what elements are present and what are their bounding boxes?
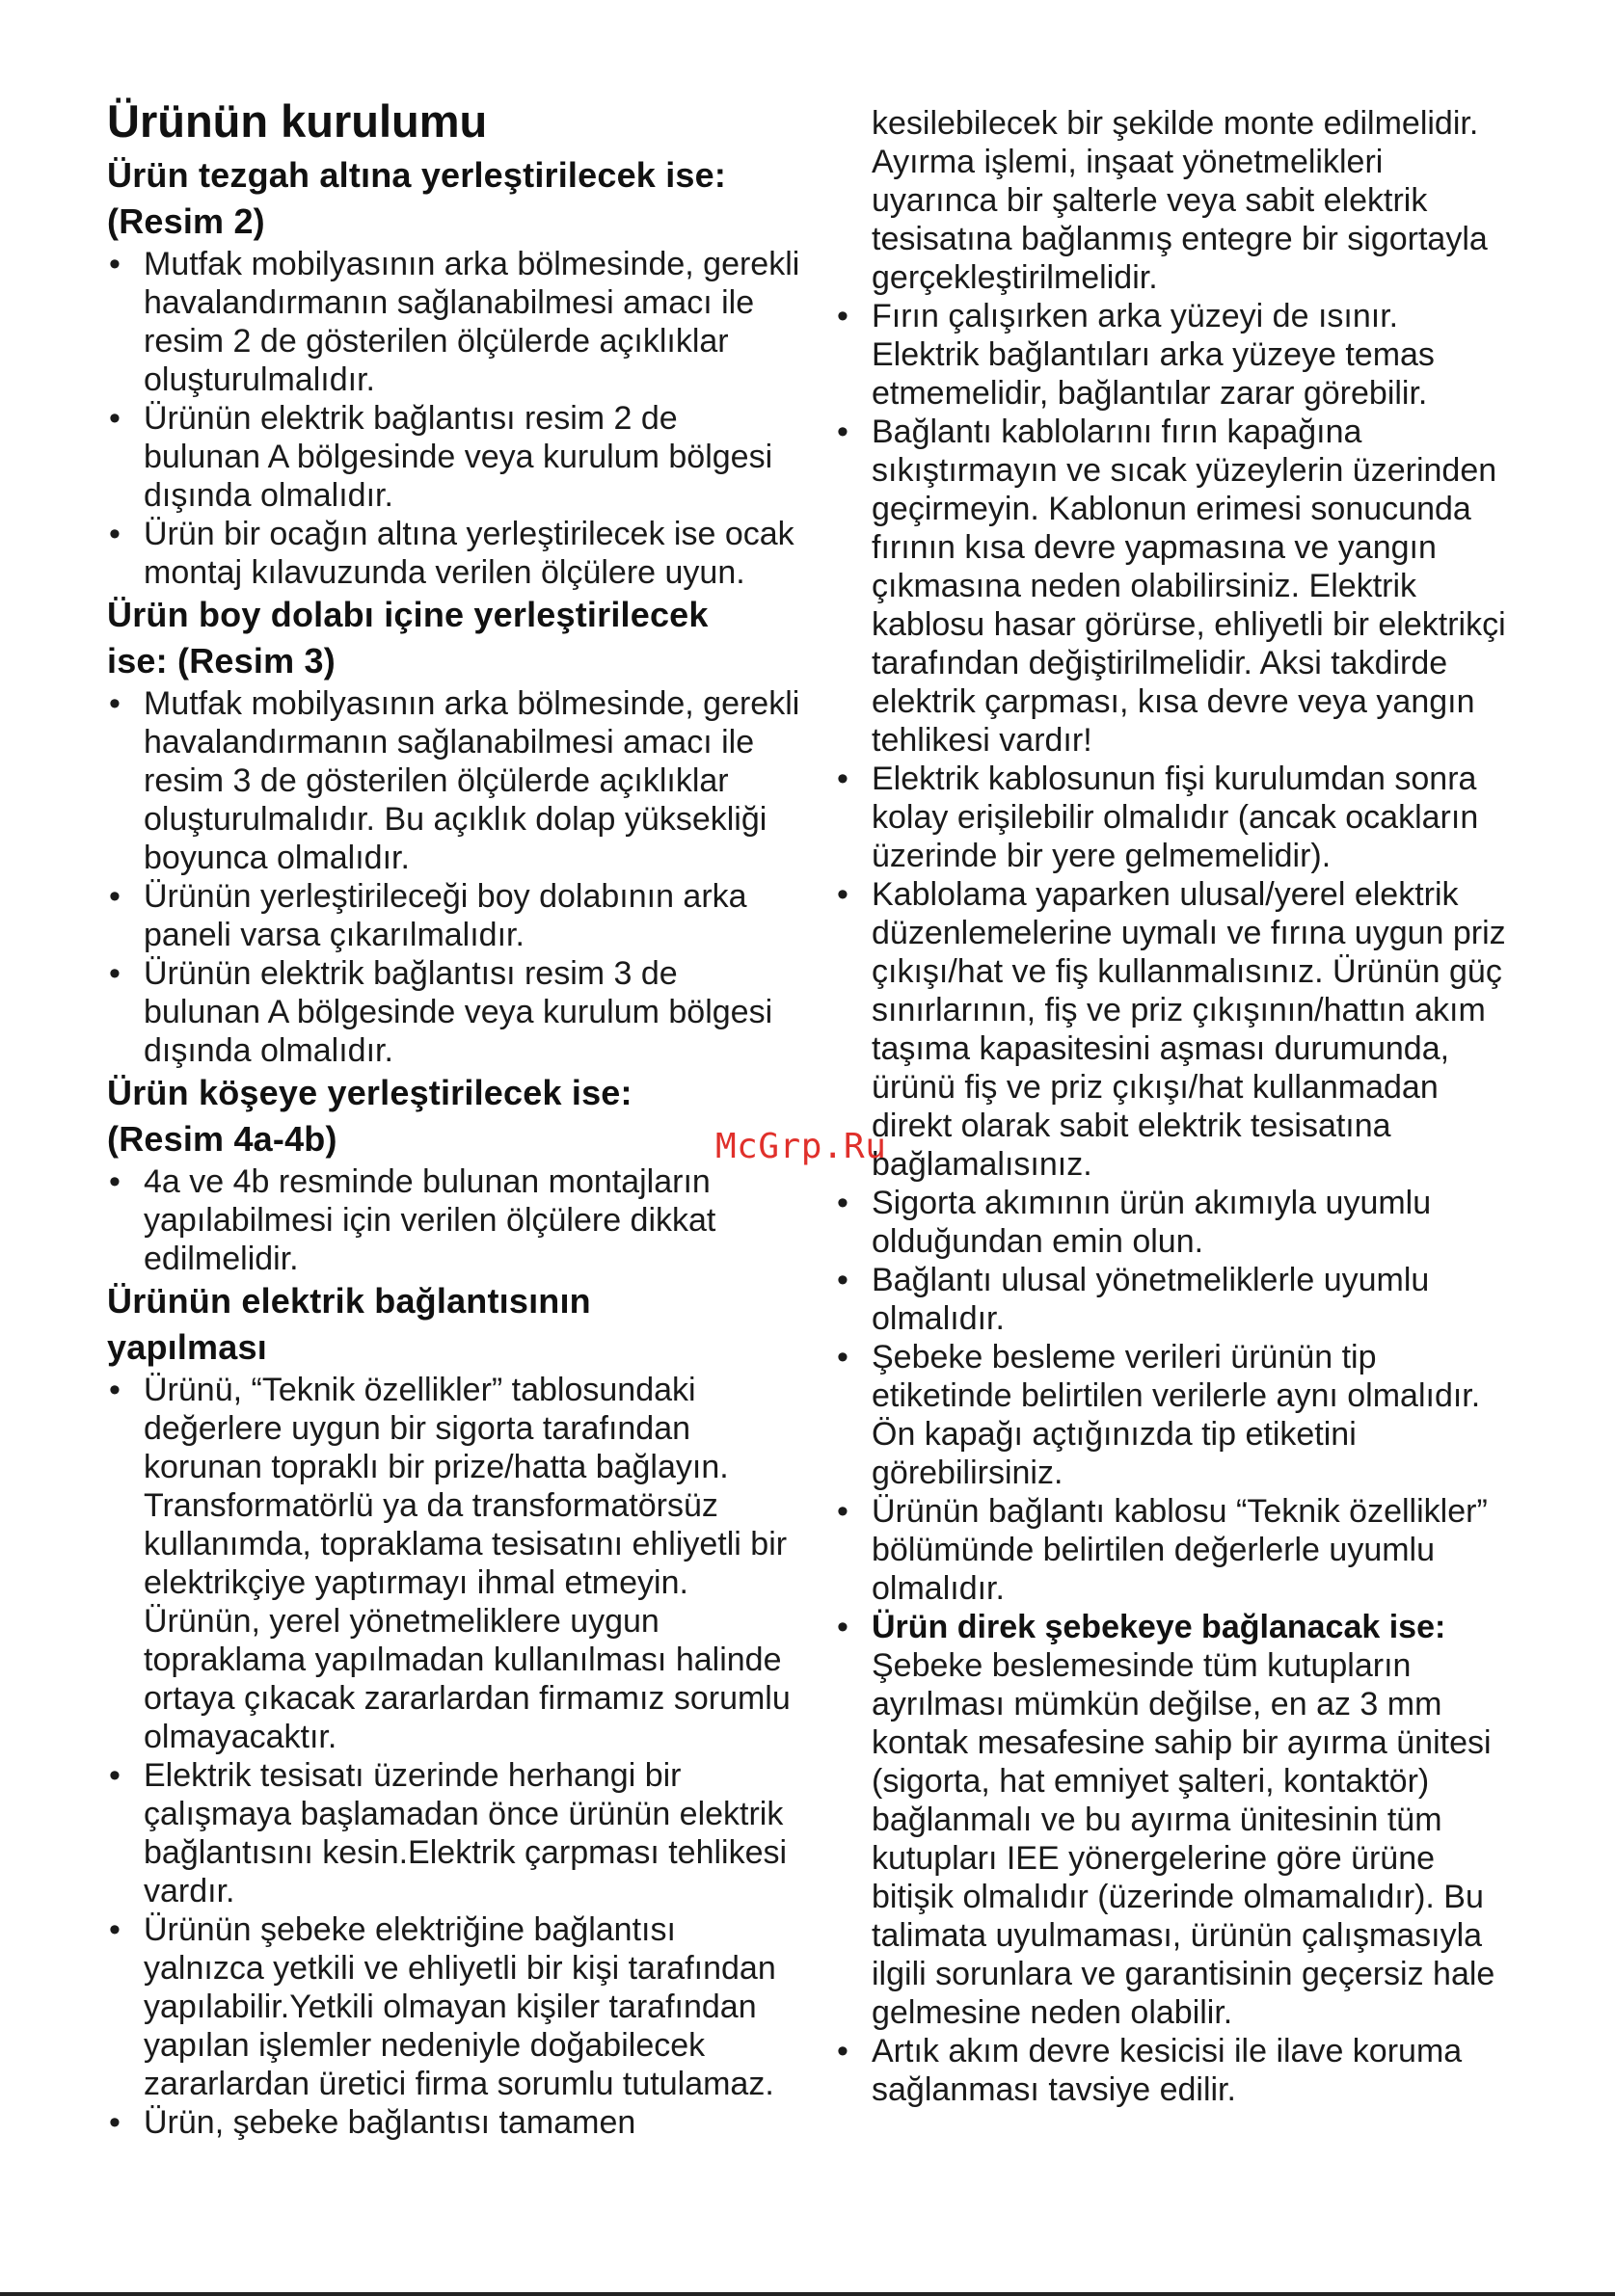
bullet-list bbox=[107, 1371, 801, 2142]
list-item bbox=[835, 1261, 1510, 1338]
bullet-icon: • bbox=[109, 1372, 121, 1408]
bullet-list bbox=[107, 684, 801, 1070]
bullet-icon: • bbox=[109, 1163, 121, 1200]
list-item-text: Bağlantı ulusal yönetmeliklerle uyumlu olmalıdır. bbox=[872, 1262, 1430, 1337]
list-item-text: Ürünün bağlantı kablosu “Teknik özellikler” bölümünde belirtilen değerlerle uyumlu olmalıdır. bbox=[872, 1493, 1488, 1607]
list-item-direct-connection bbox=[835, 1608, 1510, 2032]
list-item-text: Sigorta akımının ürün akımıyla uyumlu olduğundan emin olun. bbox=[872, 1185, 1432, 1260]
list-item bbox=[107, 954, 801, 1070]
section-heading-corner bbox=[107, 1070, 801, 1162]
heading-line: ise: (Resim 3) bbox=[107, 641, 336, 681]
list-item-text: Şebeke beslemesinde tüm kutupların ayrılması mümkün değilse, en az 3 mm kontak mesafesine sahip bir ayırma ünitesi (sigorta, hat emniyet şalteri, kontaktör) bağlanmalı ve bu ayırma ünitesinin tüm kutupları IEE yönergelerine göre ürüne bitişik olmalıdır (üzerinde olmamalıdır). Bu talimata uyulmaması, ürünün çalışmasıyla ilgili sorunlara ve garantisinin geçersiz hale gelmesine neden olabilir. bbox=[872, 1647, 1495, 2031]
bullet-icon: • bbox=[837, 1339, 848, 1375]
bullet-icon: • bbox=[837, 761, 848, 797]
list-item-text: Bağlantı kablolarını fırın kapağına sıkıştırmayın ve sıcak yüzeylerin üzerinden geçirmeyin. Kablonun erimesi sonucunda fırının kısa devre yapmasına ve yangın çıkmasına neden olabilirsiniz. Elektrik kablosu hasar görürse, ehliyetli bir elektrikçi tarafından değiştirilmelidir. Aksi takdirde elektrik çarpması, kısa devre veya yangın tehlikesi vardır! bbox=[872, 414, 1506, 759]
bullet-icon: • bbox=[837, 1262, 848, 1298]
bullet-icon: • bbox=[109, 516, 121, 552]
section-heading-tall-cabinet bbox=[107, 592, 801, 684]
bottom-divider bbox=[0, 2292, 1615, 2296]
list-item-text: Ürün bir ocağın altına yerleştirilecek ise ocak montaj kılavuzunda verilen ölçülere uyun. bbox=[144, 516, 794, 591]
bullet-icon: • bbox=[837, 1185, 848, 1221]
bullet-icon: • bbox=[109, 878, 121, 915]
list-item-text: Ürünün elektrik bağlantısı resim 3 de bulunan A bölgesinde veya kurulum bölgesi dışında olmalıdır. bbox=[144, 955, 773, 1069]
list-item-text: Ürün, şebeke bağlantısı tamamen bbox=[144, 2104, 636, 2141]
bullet-icon: • bbox=[837, 298, 848, 334]
section-heading-electrical bbox=[107, 1278, 801, 1371]
bullet-icon: • bbox=[109, 955, 121, 992]
left-column bbox=[107, 93, 801, 2142]
bullet-icon: • bbox=[837, 2033, 848, 2069]
bullet-icon: • bbox=[837, 414, 848, 450]
bullet-icon: • bbox=[109, 1911, 121, 1948]
list-item-text: Elektrik tesisatı üzerinde herhangi bir çalışmaya başlamadan önce ürünün elektrik bağlantısını kesin.Elektrik çarpması tehlikesi vardır. bbox=[144, 1757, 788, 1909]
heading-line: (Resim 2) bbox=[107, 201, 265, 241]
bullet-icon: • bbox=[109, 685, 121, 722]
heading-line: Ürün köşeye yerleştirilecek ise: bbox=[107, 1073, 633, 1112]
list-item bbox=[107, 1162, 801, 1278]
list-item bbox=[835, 1184, 1510, 1261]
list-item bbox=[107, 1910, 801, 2103]
list-item bbox=[107, 2103, 801, 2142]
list-item bbox=[835, 1338, 1510, 1492]
list-item-text: Ürünün elektrik bağlantısı resim 2 de bulunan A bölgesinde veya kurulum bölgesi dışında olmalıdır. bbox=[144, 400, 773, 514]
heading-line: Ürün tezgah altına yerleştirilecek ise: bbox=[107, 155, 727, 195]
bullet-list bbox=[107, 1162, 801, 1278]
list-item bbox=[107, 399, 801, 515]
heading-line: Ürünün elektrik bağlantısının bbox=[107, 1281, 591, 1321]
bullet-icon: • bbox=[837, 1493, 848, 1530]
list-item bbox=[107, 877, 801, 954]
bullet-icon: • bbox=[837, 1609, 848, 1645]
heading-line: yapılması bbox=[107, 1327, 267, 1367]
heading-line: Ürün boy dolabı içine yerleştirilecek bbox=[107, 595, 709, 634]
list-item bbox=[107, 684, 801, 877]
list-item bbox=[107, 1371, 801, 1756]
list-item bbox=[835, 760, 1510, 875]
bullet-list bbox=[107, 245, 801, 592]
right-column bbox=[835, 104, 1510, 2109]
list-item-text: Ürünü, “Teknik özellikler” tablosundaki değerlere uygun bir sigorta tarafından korunan topraklı bir prize/hatta bağlayın. Transformatörlü ya da transformatörsüz kullanımda, topraklama tesisatını ehliyetli bir elektrikçiye yaptırmayı ihmal etmeyin. Ürünün, yerel yönetmeliklere uygun topraklama yapılmadan kullanılması halinde ortaya çıkacak zararlardan firmamız sorumlu olmayacaktır. bbox=[144, 1372, 791, 1755]
bullet-icon: • bbox=[109, 1757, 121, 1794]
list-item-text: Elektrik kablosunun fişi kurulumdan sonra kolay erişilebilir olmalıdır (ancak ocakların üzerinde bir yere gelmemelidir). bbox=[872, 761, 1479, 874]
bullet-list bbox=[835, 297, 1510, 2109]
list-item-text: Artık akım devre kesicisi ile ilave koruma sağlanması tavsiye edilir. bbox=[872, 2033, 1463, 2108]
list-item bbox=[835, 413, 1510, 760]
bullet-icon: • bbox=[837, 876, 848, 913]
list-item-text: Mutfak mobilyasının arka bölmesinde, gerekli havalandırmanın sağlanabilmesi amacı ile resim 2 de gösterilen ölçülerde açıklıklar oluşturulmalıdır. bbox=[144, 246, 800, 398]
bullet-icon: • bbox=[109, 400, 121, 437]
list-item bbox=[835, 875, 1510, 1184]
list-item-text: Şebeke besleme verileri ürünün tip etiketinde belirtilen verilerle aynı olmalıdır. Ön kapağı açtığınızda tip etiketini görebilirsiniz. bbox=[872, 1339, 1481, 1491]
list-item bbox=[835, 2032, 1510, 2109]
list-item-text: Ürünün yerleştirileceği boy dolabının arka paneli varsa çıkarılmalıdır. bbox=[144, 878, 747, 953]
page-title: Ürünün kurulumu bbox=[107, 95, 488, 147]
list-item bbox=[107, 245, 801, 399]
continuation-text: kesilebilecek bir şekilde monte edilmelidir. Ayırma işlemi, inşaat yönetmelikleri uyarınca bir şalterle veya sabit elektrik tesisatına bağlanmış entegre bir sigortayla gerçekleştirilmelidir. bbox=[872, 105, 1488, 296]
heading-line: (Resim 4a-4b) bbox=[107, 1119, 337, 1159]
list-item-text: Mutfak mobilyasının arka bölmesinde, gerekli havalandırmanın sağlanabilmesi amacı ile resim 3 de gösterilen ölçülerde açıklıklar oluşturulmalıdır. Bu açıklık dolap yüksekliği boyunca olmalıdır. bbox=[144, 685, 800, 876]
list-item bbox=[835, 1492, 1510, 1608]
bullet-icon: • bbox=[109, 246, 121, 282]
list-item-text: 4a ve 4b resminde bulunan montajların yapılabilmesi için verilen ölçülere dikkat edilmelidir. bbox=[144, 1163, 716, 1277]
list-item-text: Kablolama yaparken ulusal/yerel elektrik düzenlemelerine uymalı ve fırına uygun priz çıkışı/hat ve fiş kullanmalısınız. Ürünün güç sınırlarının, fiş ve priz çıkışının/hattın akım taşıma kapasitesini aşması durumunda, ürünü fiş ve priz çıkışı/hat kullanmadan direkt olarak sabit elektrik tesisatına bağlamalısınız. bbox=[872, 876, 1506, 1183]
list-item bbox=[107, 515, 801, 592]
watermark-text: McGrp.Ru bbox=[715, 1127, 887, 1166]
bullet-icon: • bbox=[109, 2104, 121, 2141]
list-item-text: Ürünün şebeke elektriğine bağlantısı yalnızca yetkili ve ehliyetli bir kişi tarafından yapılabilir.Yetkili olmayan kişiler tarafından yapılan işlemler nedeniyle doğabilecek zararlardan üretici firma sorumlu tutulamaz. bbox=[144, 1911, 776, 2102]
list-item bbox=[835, 297, 1510, 413]
list-item bbox=[107, 1756, 801, 1910]
direct-connection-heading: Ürün direk şebekeye bağlanacak ise: bbox=[872, 1609, 1446, 1645]
section-heading-under-counter bbox=[107, 152, 801, 245]
list-item-text: Fırın çalışırken arka yüzeyi de ısınır. Elektrik bağlantıları arka yüzeye temas etmemelidir, bağlantılar zarar görebilir. bbox=[872, 298, 1435, 412]
